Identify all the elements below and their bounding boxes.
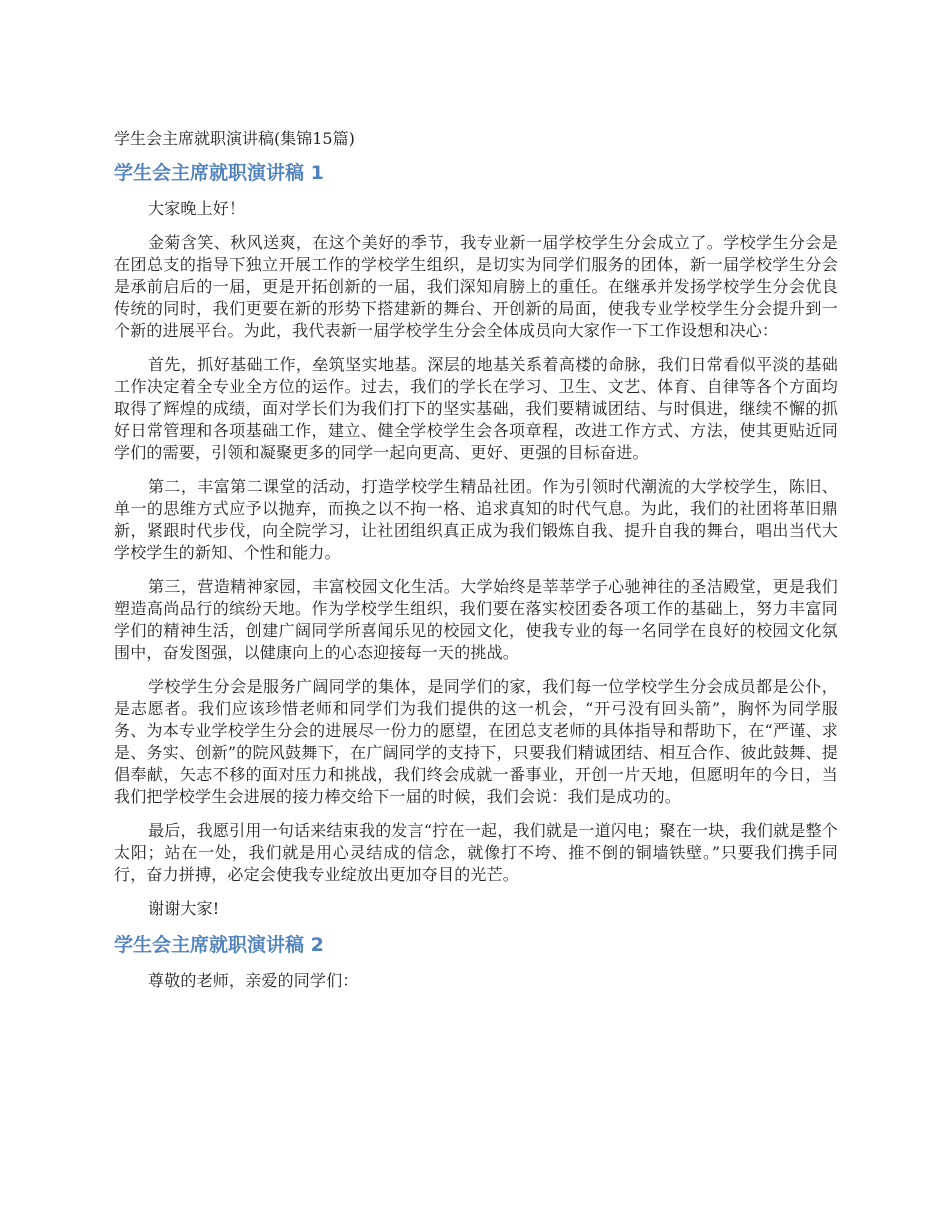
section-1: [114, 160, 838, 920]
paragraph-closing: 谢谢大家!: [148, 899, 220, 918]
paragraph: 最后，我愿引用一句话来结束我的发言“拧在一起，我们就是一道闪电；聚在一块，我们就是整个太阳；站在一处，我们就是用心灵结成的信念，就像打不垮、推不倒的铜墙铁壁。”只要我们携手同行，奋力拼搏，必定会使我专业绽放出更加夺目的光芒。: [114, 821, 838, 884]
paragraph-greeting: 大家晚上好！: [148, 199, 246, 218]
document-page: [114, 128, 838, 1004]
paragraph: 首先，抓好基础工作，垒筑坚实地基。深层的地基关系着高楼的命脉，我们日常看似平淡的基础工作决定着全专业全方位的运作。过去，我们的学长在学习、卫生、文艺、体育、自律等各个方面均取得了辉煌的成绩，面对学长们为我们打下的坚实基础，我们要精诚团结、与时俱进，继续不懈的抓好日常管理和各项基础工作，建立、健全学校学生会各项章程，改进工作方式、方法，使其更贴近同学们的需要，引领和凝聚更多的同学一起向更高、更好、更强的目标奋进。: [114, 355, 838, 462]
section-heading: 学生会主席就职演讲稿 1: [114, 162, 324, 184]
paragraph: 第三，营造精神家园，丰富校园文化生活。大学始终是莘莘学子心驰神往的圣洁殿堂，更是我们塑造高尚品行的缤纷天地。作为学校学生组织，我们要在落实校团委各项工作的基础上，努力丰富同学们的精神生活，创建广阔同学所喜闻乐见的校园文化，使我专业的每一名同学在良好的校园文化氛围中，奋发图强，以健康向上的心态迎接每一天的挑战。: [114, 577, 838, 662]
paragraph-greeting: 尊敬的老师，亲爱的同学们：: [148, 971, 359, 990]
paragraph: 第二，丰富第二课堂的活动，打造学校学生精品社团。作为引领时代潮流的大学校学生，陈旧、单一的思维方式应予以抛弃，而换之以不拘一格、追求真知的时代气息。为此，我们的社团将革旧鼎新，紧跟时代步伐，向全院学习，让社团组织真正成为我们锻炼自我、提升自我的舞台，唱出当代大学校学生的新知、个性和能力。: [114, 477, 838, 562]
section-2: [114, 932, 838, 992]
paragraph: 金菊含笑、秋风送爽，在这个美好的季节，我专业新一届学校学生分会成立了。学校学生分会是在团总支的指导下独立开展工作的学校学生组织，是切实为同学们服务的团体，新一届学校学生分会是承前启后的一届，更是开拓创新的一届，我们深知肩膀上的重任。在继承并发扬学校学生分会优良传统的同时，我们更要在新的形势下搭建新的舞台、开创新的局面，使我专业学校学生分会提升到一个新的进展平台。为此，我代表新一届学校学生分会全体成员向大家作一下工作设想和决心：: [114, 233, 838, 340]
document-title: 学生会主席就职演讲稿(集锦15篇): [114, 129, 355, 148]
section-heading: 学生会主席就职演讲稿 2: [114, 934, 324, 956]
paragraph: 学校学生分会是服务广阔同学的集体，是同学们的家，我们每一位学校学生分会成员都是公仆，是志愿者。我们应该珍惜老师和同学们为我们提供的这一机会，“开弓没有回头箭”，胸怀为同学服务、为本专业学校学生分会的进展尽一份力的愿望，在团总支老师的具体指导和帮助下，在“严谨、求是、务实、创新”的院风鼓舞下，在广阔同学的支持下，只要我们精诚团结、相互合作、彼此鼓舞、提倡奉献，矢志不移的面对压力和挑战，我们终会成就一番事业，开创一片天地，但愿明年的今日，当我们把学校学生会进展的接力棒交给下一届的时候，我们会说：我们是成功的。: [114, 677, 838, 806]
